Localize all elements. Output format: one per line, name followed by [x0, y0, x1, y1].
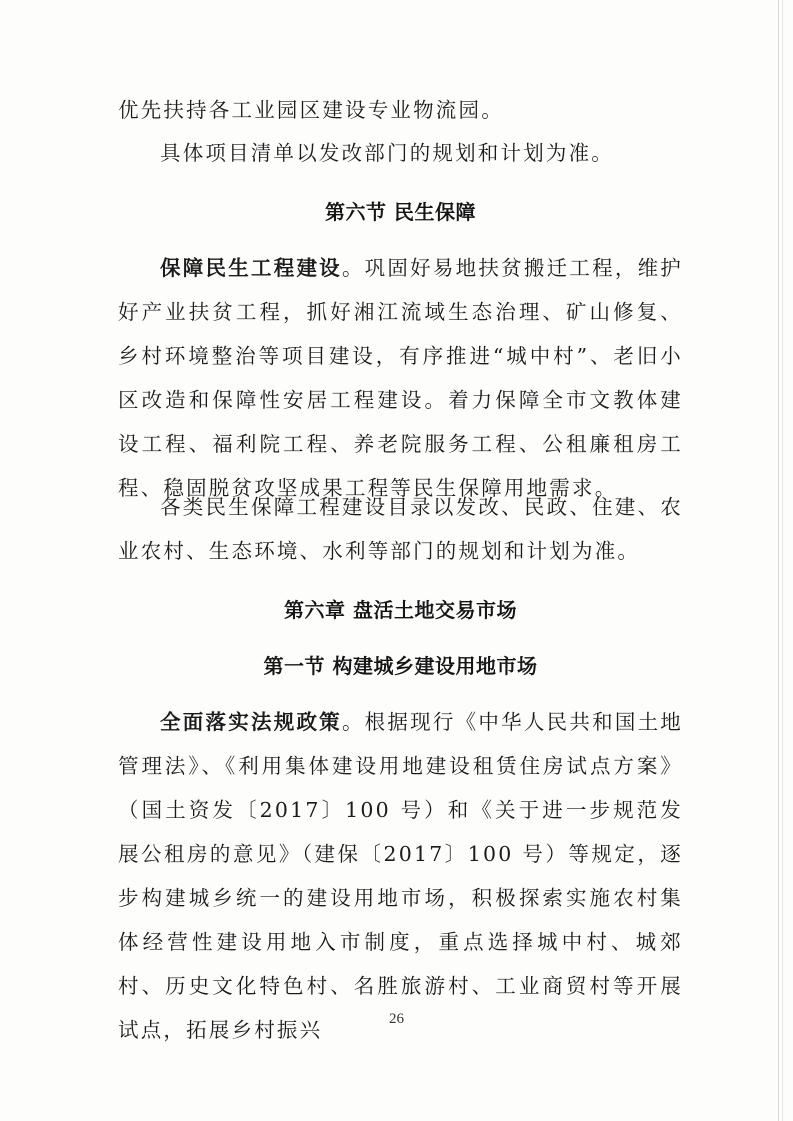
paragraph-body: 。根据现行《中华人民共和国土地管理法》、《利用集体建设用地建设租赁住房试点方案》（国土资发〔2017〕100 号）和《关于进一步规范发展公租房的意见》（建保〔2017〕100 号）等规定，逐步构建城乡统一的建设用地市场，积极探索实施农村集体经营性建设用地入市制度，重点选择城中村、城郊村、历史文化特色村、名胜旅游村、工业商贸村等开展试点，拓展乡村振兴 — [118, 710, 684, 1042]
paragraph-livelihood-projects — [118, 246, 683, 510]
page-number: 26 — [389, 1011, 404, 1027]
chapter-heading: 第六章 盘活土地交易市场 — [284, 598, 517, 622]
scan-edge-line — [782, 0, 783, 1121]
paragraph-lead-bold: 保障民生工程建设 — [160, 256, 342, 280]
paragraph-body: 。巩固好易地扶贫搬迁工程，维护好产业扶贫工程，抓好湘江流域生态治理、矿山修复、乡村环境整治等项目建设，有序推进“城中村”、老旧小区改造和保障性安居工程建设。着力保障全市文教体建设工程、福利院工程、养老院服务工程、公租廉租房工程、稳固脱贫攻坚成果工程等民生保障用地需求。 — [118, 256, 684, 500]
paragraph-project-list-note: 具体项目清单以发改部门的规划和计划为准。 — [160, 141, 614, 165]
paragraph-land-policy — [118, 700, 683, 1052]
scan-edge-line — [778, 0, 779, 1121]
paragraph-continuation: 优先扶持各工业园区建设专业物流园。 — [118, 98, 504, 122]
section-heading-livelihood: 第六节 民生保障 — [325, 200, 476, 224]
paragraph-livelihood-catalog-note: 各类民生保障工程建设目录以发改、民政、住建、农业农村、生态环境、水利等部门的规划和计划为准。 — [118, 495, 683, 563]
section-heading-land-market: 第一节 构建城乡建设用地市场 — [263, 654, 538, 678]
paragraph-lead-bold: 全面落实法规政策 — [160, 710, 342, 734]
